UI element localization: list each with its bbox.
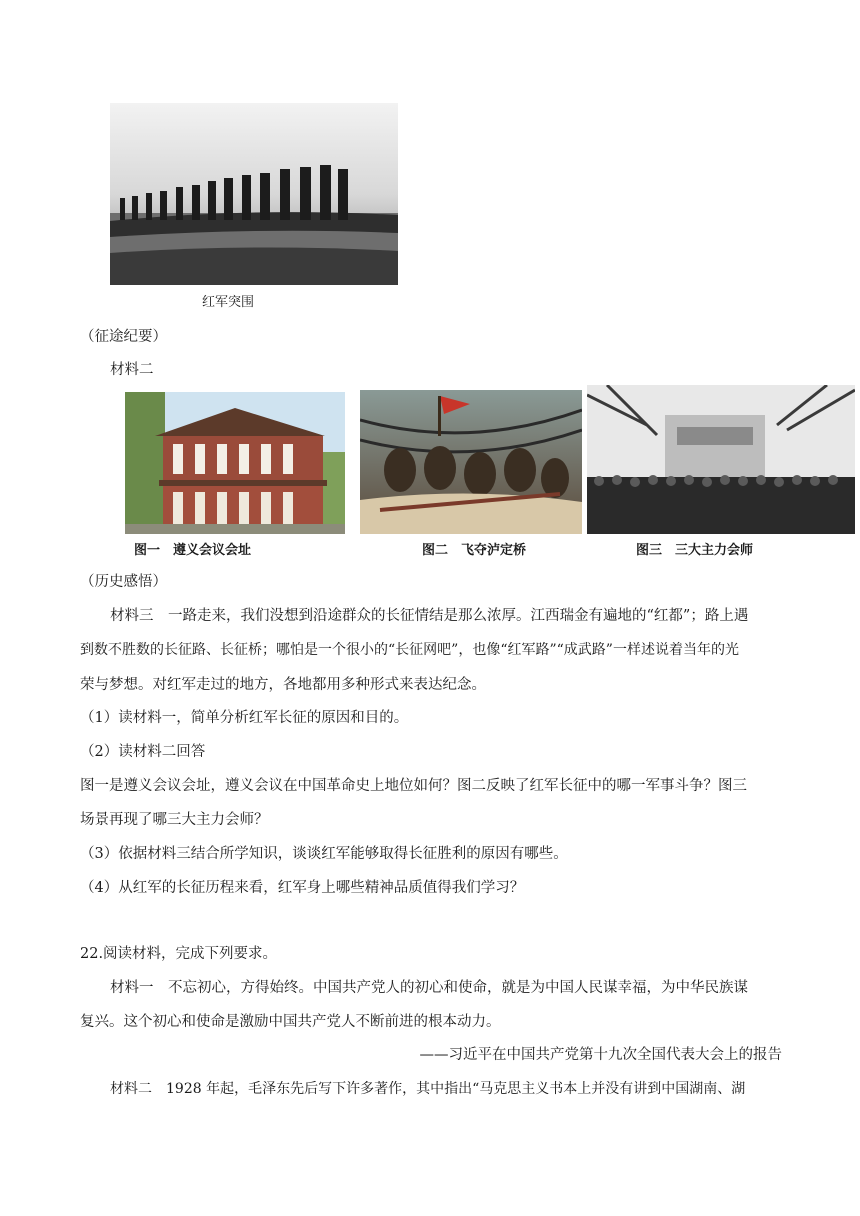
material3-line2: 到数不胜数的长征路、长征桥；哪怕是一个很小的“长征网吧”，也像“红军路”“成武路”一样述说着当年的光 xyxy=(80,642,739,658)
question-2-line1: 图一是遵义会议会址，遵义会议在中国革命史上地位如何？图二反映了红军长征中的哪一军事斗争？图三 xyxy=(80,778,747,794)
material3-line1: 材料三 一路走来，我们没想到沿途群众的长征情结是那么浓厚。江西瑞金有遍地的“红都”；路上遇 xyxy=(110,608,749,624)
section-heading-journey: （征途纪要） xyxy=(80,329,167,345)
zunyi-meeting-site-photo xyxy=(125,392,345,534)
question-4: （4）从红军的长征历程来看，红军身上哪些精神品质值得我们学习？ xyxy=(80,880,525,896)
question-1: （1）读材料一，简单分析红军长征的原因和目的。 xyxy=(80,710,409,726)
question-2: （2）读材料二回答 xyxy=(80,744,206,760)
section-heading-reflection: （历史感悟） xyxy=(80,574,167,590)
material2-label: 材料二 xyxy=(110,362,154,378)
red-army-breakout-photo xyxy=(110,103,398,285)
photo1-caption: 红军突围 xyxy=(202,295,255,310)
q22-material2-line1: 材料二 1928 年起，毛泽东先后写下许多著作，其中指出“马克思主义书本上并没有讲到中国湖南、湖 xyxy=(110,1081,746,1097)
question-22-heading: 22.阅读材料，完成下列要求。 xyxy=(80,946,278,962)
q22-material1-source: ——习近平在中国共产党第十九次全国代表大会上的报告 xyxy=(419,1047,782,1063)
three-armies-meeting-photo xyxy=(587,385,855,534)
q22-material1-line2: 复兴。这个初心和使命是激励中国共产党人不断前进的根本动力。 xyxy=(80,1014,501,1030)
figure2-caption: 图二 飞夺泸定桥 xyxy=(422,543,527,558)
luding-bridge-painting xyxy=(360,390,582,534)
figure1-caption: 图一 遵义会议会址 xyxy=(134,543,252,558)
question-3: （3）依据材料三结合所学知识，谈谈红军能够取得长征胜利的原因有哪些。 xyxy=(80,846,568,862)
q22-material1-line1: 材料一 不忘初心，方得始终。中国共产党人的初心和使命，就是为中国人民谋幸福，为中华民族谋 xyxy=(110,980,748,996)
figure3-caption: 图三 三大主力会师 xyxy=(636,543,754,558)
question-2-line2: 场景再现了哪三大主力会师？ xyxy=(80,812,269,828)
material3-line3: 荣与梦想。对红军走过的地方，各地都用多种形式来表达纪念。 xyxy=(80,677,486,693)
